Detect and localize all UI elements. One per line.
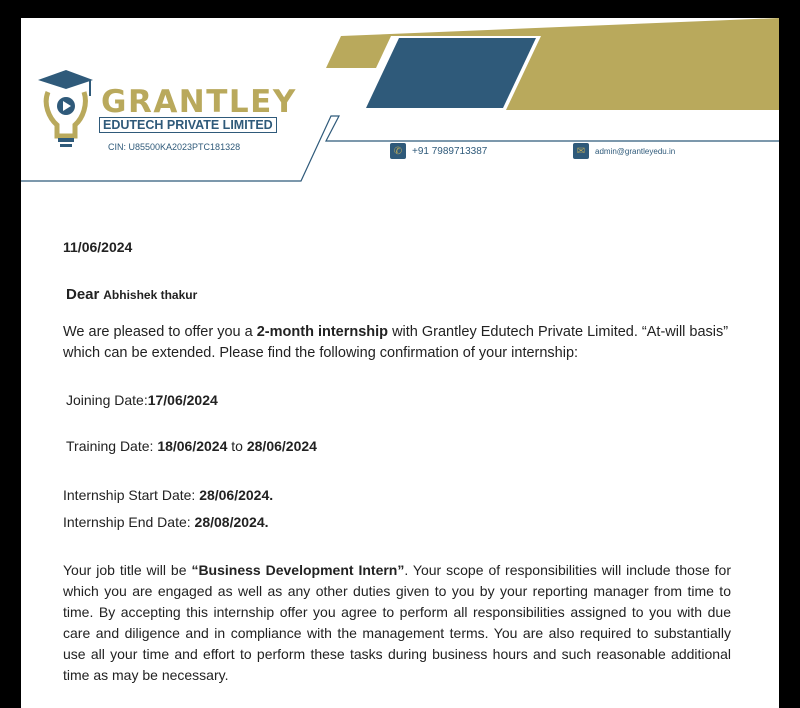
training-date	[66, 436, 734, 457]
phone-icon: ✆	[390, 143, 406, 159]
phone-number: +91 7989713387	[412, 145, 488, 157]
intro-post: with Grantley Edutech Private Limited. “At-will basis” which can be extended. Please find the following confirmation of your internship:	[63, 324, 729, 361]
mail-icon: ✉	[573, 143, 589, 159]
training-from: 18/06/2024	[157, 438, 228, 454]
greeting	[66, 284, 734, 306]
end-value: 28/08/2024.	[194, 514, 269, 530]
joining-label: Joining Date:	[66, 392, 148, 408]
end-label: Internship End Date:	[63, 514, 195, 530]
intro-bold: 2-month internship	[256, 324, 389, 340]
recipient-name: Abhishek thakur	[103, 288, 198, 302]
training-sep: to	[227, 438, 247, 454]
intro-paragraph	[63, 322, 731, 364]
internship-start	[63, 485, 731, 506]
graduation-cap-bulb-logo	[38, 70, 93, 147]
training-to: 28/06/2024	[246, 438, 317, 454]
job-post: . Your scope of responsibilities will include those for which you are engaged as well as any other duties given to you by your reporting manager from time to time. By accepting this internship offer you agree to perform all responsibilities assigned to you with due care and diligence and in compliance with the management terms. You are also required to substantially use all your time and effort to perform these tasks during business hours and such reasonable additional time as may be necessary.	[63, 562, 731, 683]
company-cin: CIN: U85500KA2023PTC181328	[108, 142, 241, 152]
job-paragraph	[63, 560, 731, 686]
greeting-word: Dear	[66, 286, 100, 303]
intro-pre: We are pleased to offer you a	[63, 324, 257, 340]
start-value: 28/06/2024.	[199, 487, 274, 503]
letter-date: 11/06/2024	[63, 239, 133, 255]
letter-page	[21, 18, 779, 708]
joining-value: 17/06/2024	[147, 392, 218, 408]
company-name: GRANTLEY	[101, 84, 297, 120]
email-address: admin@grantleyedu.in	[595, 146, 676, 156]
job-pre: Your job title will be	[63, 562, 192, 578]
contact-phone	[390, 143, 487, 159]
internship-end	[63, 512, 731, 533]
start-label: Internship Start Date:	[63, 487, 200, 503]
training-label: Training Date:	[66, 438, 158, 454]
header-navy-band	[366, 38, 536, 108]
company-subtitle: EDUTECH PRIVATE LIMITED	[99, 117, 277, 133]
header-gold-slant	[326, 36, 391, 68]
joining-date	[66, 390, 734, 411]
job-title: “Business Development Intern”	[191, 562, 405, 578]
contact-email	[573, 143, 675, 159]
